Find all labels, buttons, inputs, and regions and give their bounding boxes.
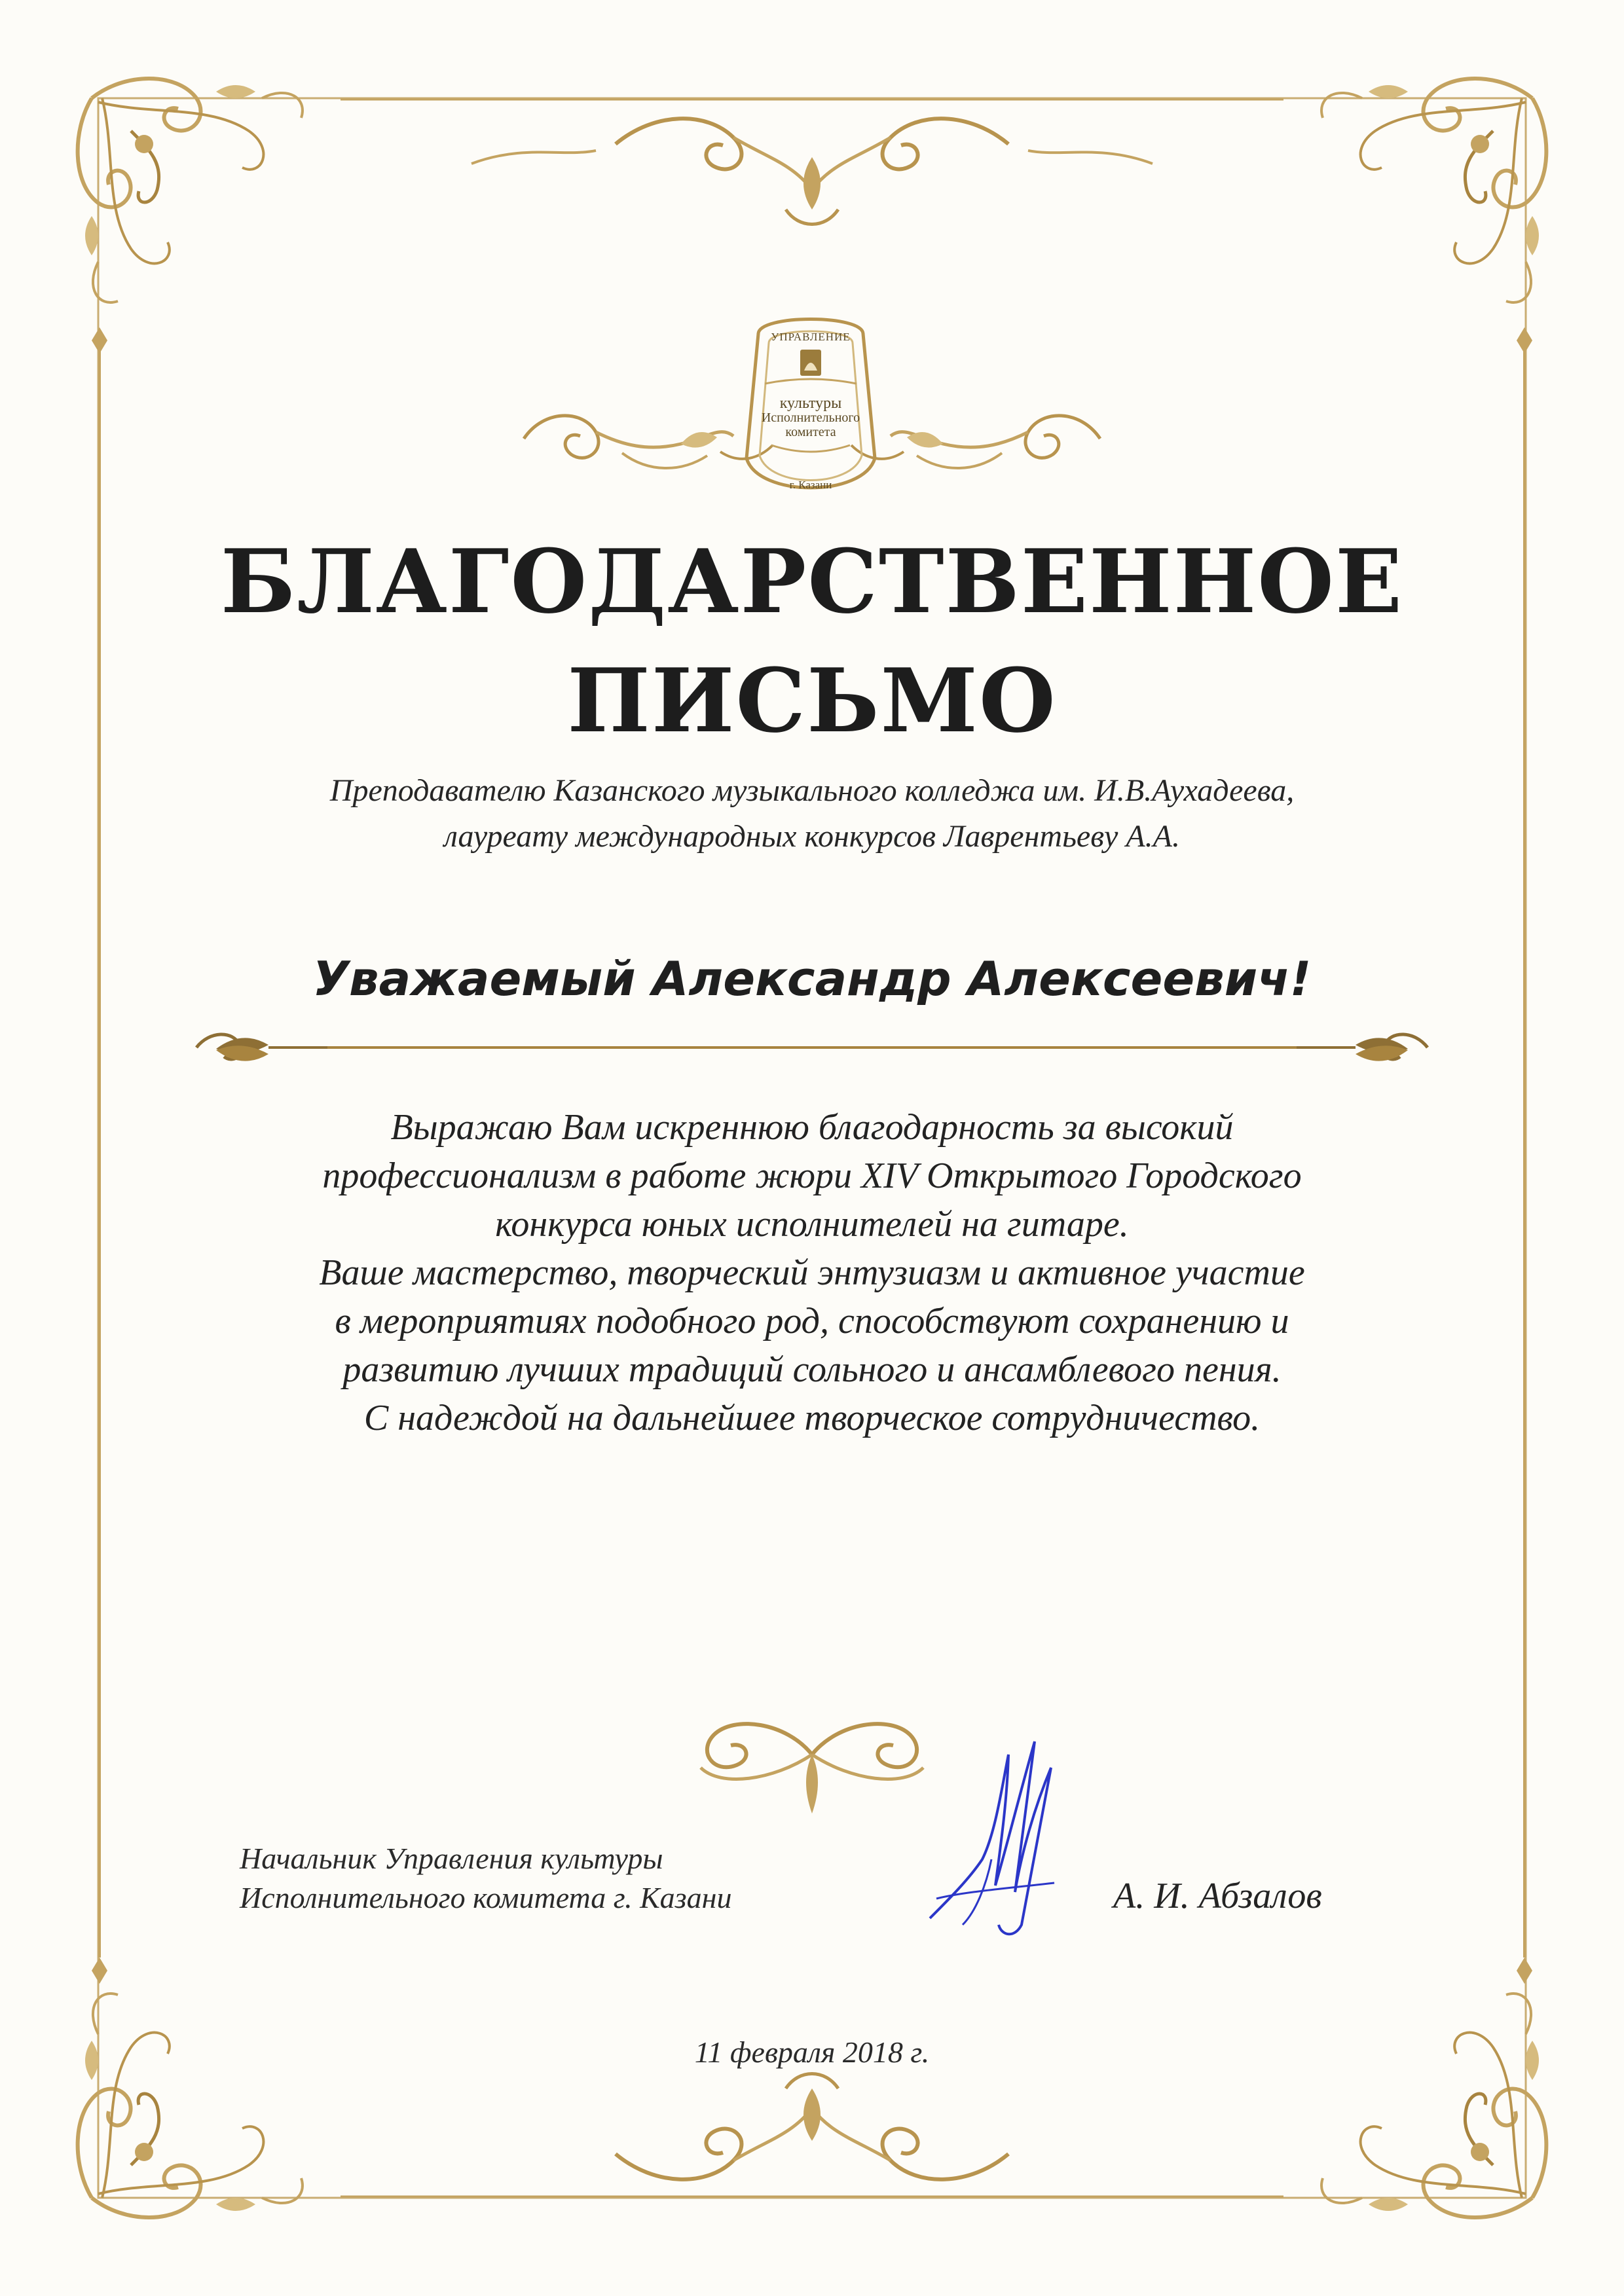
body-line: развитию лучших традиций сольного и ансамблевого пения. [342, 1349, 1282, 1390]
document-title-line-1: БЛАГОДАРСТВЕННОЕ [220, 530, 1404, 633]
document-date: 11 февраля 2018 г. [694, 2035, 930, 2069]
handwritten-signature [923, 1728, 1067, 1951]
seal-line-1: культуры [779, 395, 842, 412]
seal-line-2: Исполнительного [761, 410, 860, 425]
recipient-line-2: лауреату международных конкурсов Лаврентьеву А.А. [444, 819, 1180, 854]
signer-position-line-1: Начальник Управления культуры [240, 1842, 663, 1875]
recipient-line-1: Преподавателю Казанского музыкального колледжа им. И.В.Аухадеева, [329, 773, 1295, 808]
body-line: Ваше мастерство, творческий энтузиазм и активное участие [319, 1252, 1305, 1293]
salutation: Уважаемый Александр Алексеевич! [312, 951, 1312, 1006]
body-line: Выражаю Вам искреннюю благодарность за высокий [390, 1107, 1234, 1148]
body-line: конкурса юных исполнителей на гитаре. [495, 1204, 1129, 1245]
body-line: профессионализм в работе жюри XIV Открытого Городского [322, 1156, 1302, 1196]
department-seal [732, 308, 889, 504]
signer-position-line-2: Исполнительного комитета г. Казани [240, 1881, 732, 1914]
body-line: в мероприятиях подобного род, способствуют сохранению и [335, 1301, 1289, 1341]
seal-line-3: комитета [785, 425, 836, 439]
body-line: С надеждой на дальнейшее творческое сотрудничество. [363, 1398, 1261, 1438]
signer-name: А. И. Абзалов [1113, 1876, 1322, 1916]
seal-top-text: УПРАВЛЕНИЕ [771, 331, 851, 343]
seal-city: г. Казани [789, 479, 832, 491]
document-title-line-2: ПИСЬМО [567, 649, 1057, 752]
